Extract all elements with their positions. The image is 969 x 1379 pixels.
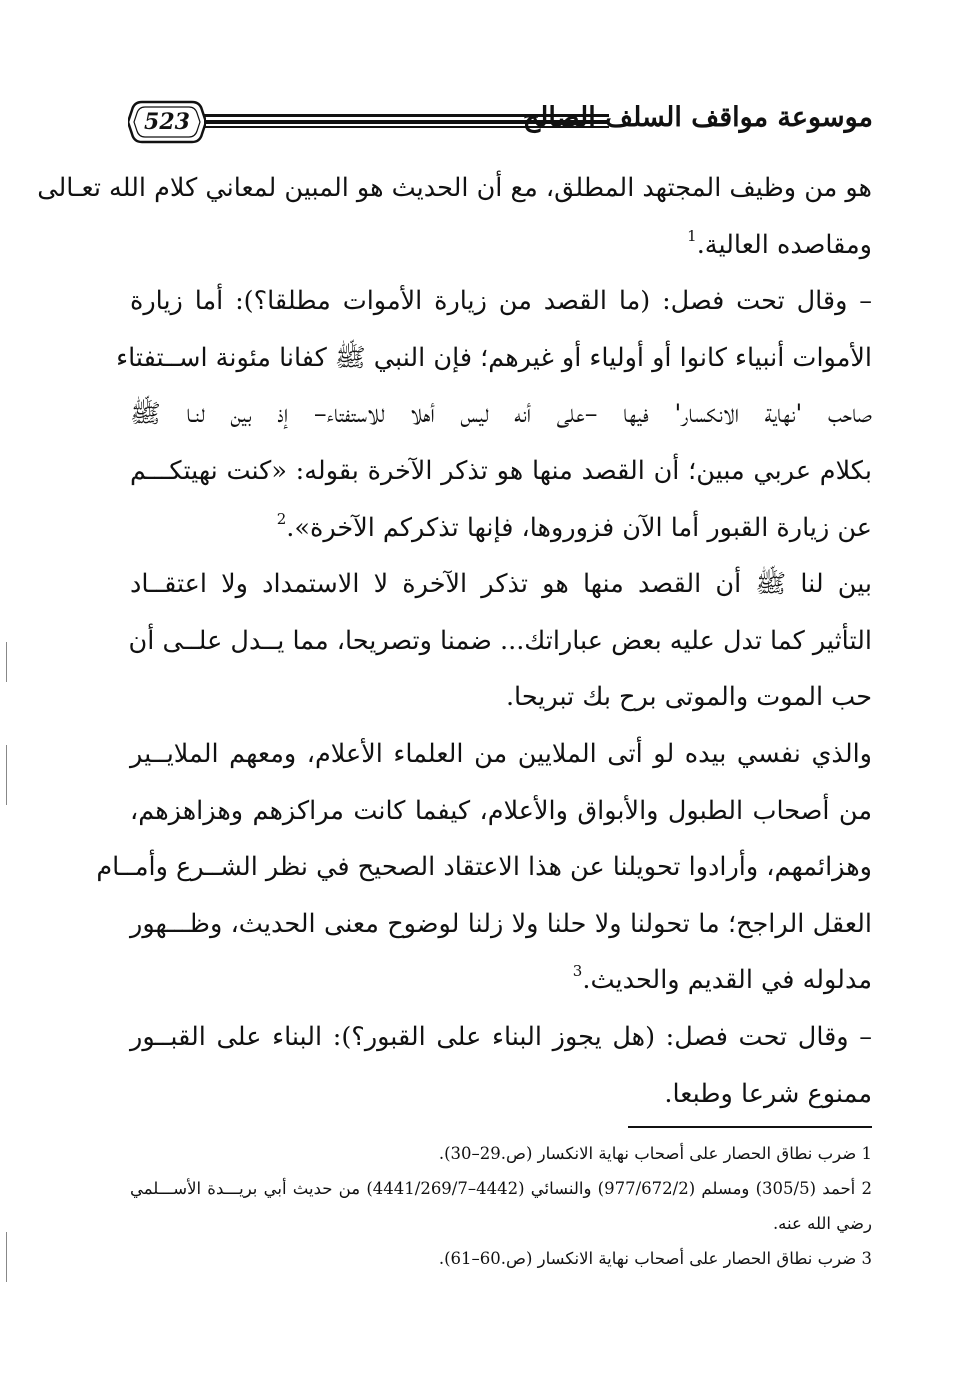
text-line	[96, 839, 872, 896]
footnote-line: 3 ضرب نطاق الحصار على أصحاب نهاية الانكسار (ص.60–61).	[438, 1249, 872, 1268]
footnote-reference[interactable]: 2	[276, 509, 287, 528]
main-text	[37, 160, 872, 1122]
text-line	[130, 1009, 872, 1066]
footnote-line: 2 أحمد (305/5) ومسلم (977/672/2) والنسائي (4442–4441/269/7) من حديث أبي بريـــدة الأســـلمي	[130, 1179, 872, 1198]
footnote-separator	[628, 1126, 872, 1128]
text-line-content: بين لنا ﷺ أن القصد منها هو تذكر الآخرة لا الاستمداد ولا اعتقــاد	[130, 569, 872, 600]
text-line-content: حب الموت والموتى برح بك تبريحا.	[505, 682, 872, 713]
text-line-content: العقل الراجح؛ ما تحولنا ولا حلنا ولا زلنا لوضوح معنى الحديث، وظـــهور	[130, 908, 872, 939]
footnotes	[130, 1136, 872, 1276]
scan-edge-mark	[6, 642, 7, 682]
text-line	[130, 952, 872, 1009]
scan-edge-mark	[6, 1232, 7, 1282]
text-line	[130, 726, 872, 783]
scan-edge-mark	[6, 745, 7, 805]
footnote-reference[interactable]: 3	[572, 962, 583, 981]
text-line-content: ممنوع شرعا وطبعا.	[664, 1078, 872, 1109]
text-line	[130, 1066, 872, 1123]
text-line-content: عن زيارة القبور أما الآن فزوروها، فإنها تذكركم الآخرة».	[286, 512, 872, 543]
text-line	[116, 330, 872, 387]
text-line-content: هو من وظيف المجتهد المطلق، مع أن الحديث هو المبين لمعاني كلام الله تعـالى	[37, 173, 872, 203]
text-line-content: بكلام عربي مبين؛ أن القصد منها هو تذكر الآخرة بقوله: «كنت نهيتكـــم	[130, 455, 872, 486]
series-title: موسوعة مواقف السلف الصالح	[522, 102, 873, 133]
text-line-content: صاحب 'نهاية الانكسار' فيها –على أنه ليس أهلا للاستفتاء– إذ بين لنـا ﷺ	[130, 399, 872, 430]
text-line-content: والذي نفسي بيده لو أتى الملايين من العلماء الأعلام، ومعهم الملايــير	[130, 738, 872, 769]
text-line	[130, 613, 872, 670]
page-header	[128, 92, 873, 156]
text-line	[130, 217, 872, 274]
text-line	[37, 160, 872, 217]
text-line	[130, 386, 872, 443]
text-line	[130, 273, 872, 330]
text-line-content: مدلوله في القديم والحديث.	[582, 965, 872, 996]
text-line	[130, 443, 872, 500]
page-number-badge	[128, 98, 206, 146]
text-line	[130, 556, 872, 613]
text-line	[130, 500, 872, 557]
text-line-content: من أصحاب الطبول والأبواق والأعلام، كيفما كانت مراكزهم وهزاهزهم،	[130, 795, 872, 826]
footnote-reference[interactable]: 1	[687, 226, 697, 245]
footnote-line: رضي الله عنه.	[772, 1214, 872, 1233]
page-number: 523	[144, 109, 190, 135]
text-line	[130, 669, 872, 726]
text-line-content: – وقال تحت فصل: (هل يجوز البناء على القبور؟): البناء على القبــور	[130, 1021, 872, 1052]
text-line	[130, 783, 872, 840]
footnote-line: 1 ضرب نطاق الحصار على أصحاب نهاية الانكسار (ص.29–30).	[438, 1144, 872, 1163]
text-line-content: – وقال تحت فصل: (ما القصد من زيارة الأموات مطلقا؟): أما زيارة	[130, 286, 872, 317]
text-line-content: التأثير كما تدل عليه بعض عباراتك... ضمنا وتصريحا، مما يــدل علــى أن	[128, 625, 872, 656]
text-line-content: الأموات أنبياء كانوا أو أولياء أو غيرهم؛ فإن النبي ﷺ كفانا مئونة اســتفتاء	[116, 342, 872, 373]
text-line-content: ومقاصده العالية.	[696, 229, 872, 260]
text-line-content: وهزائمهم، وأرادوا تحويلنا عن هذا الاعتقاد الصحيح في نظر الشــرع وأمــام	[96, 852, 872, 883]
text-line	[130, 896, 872, 953]
